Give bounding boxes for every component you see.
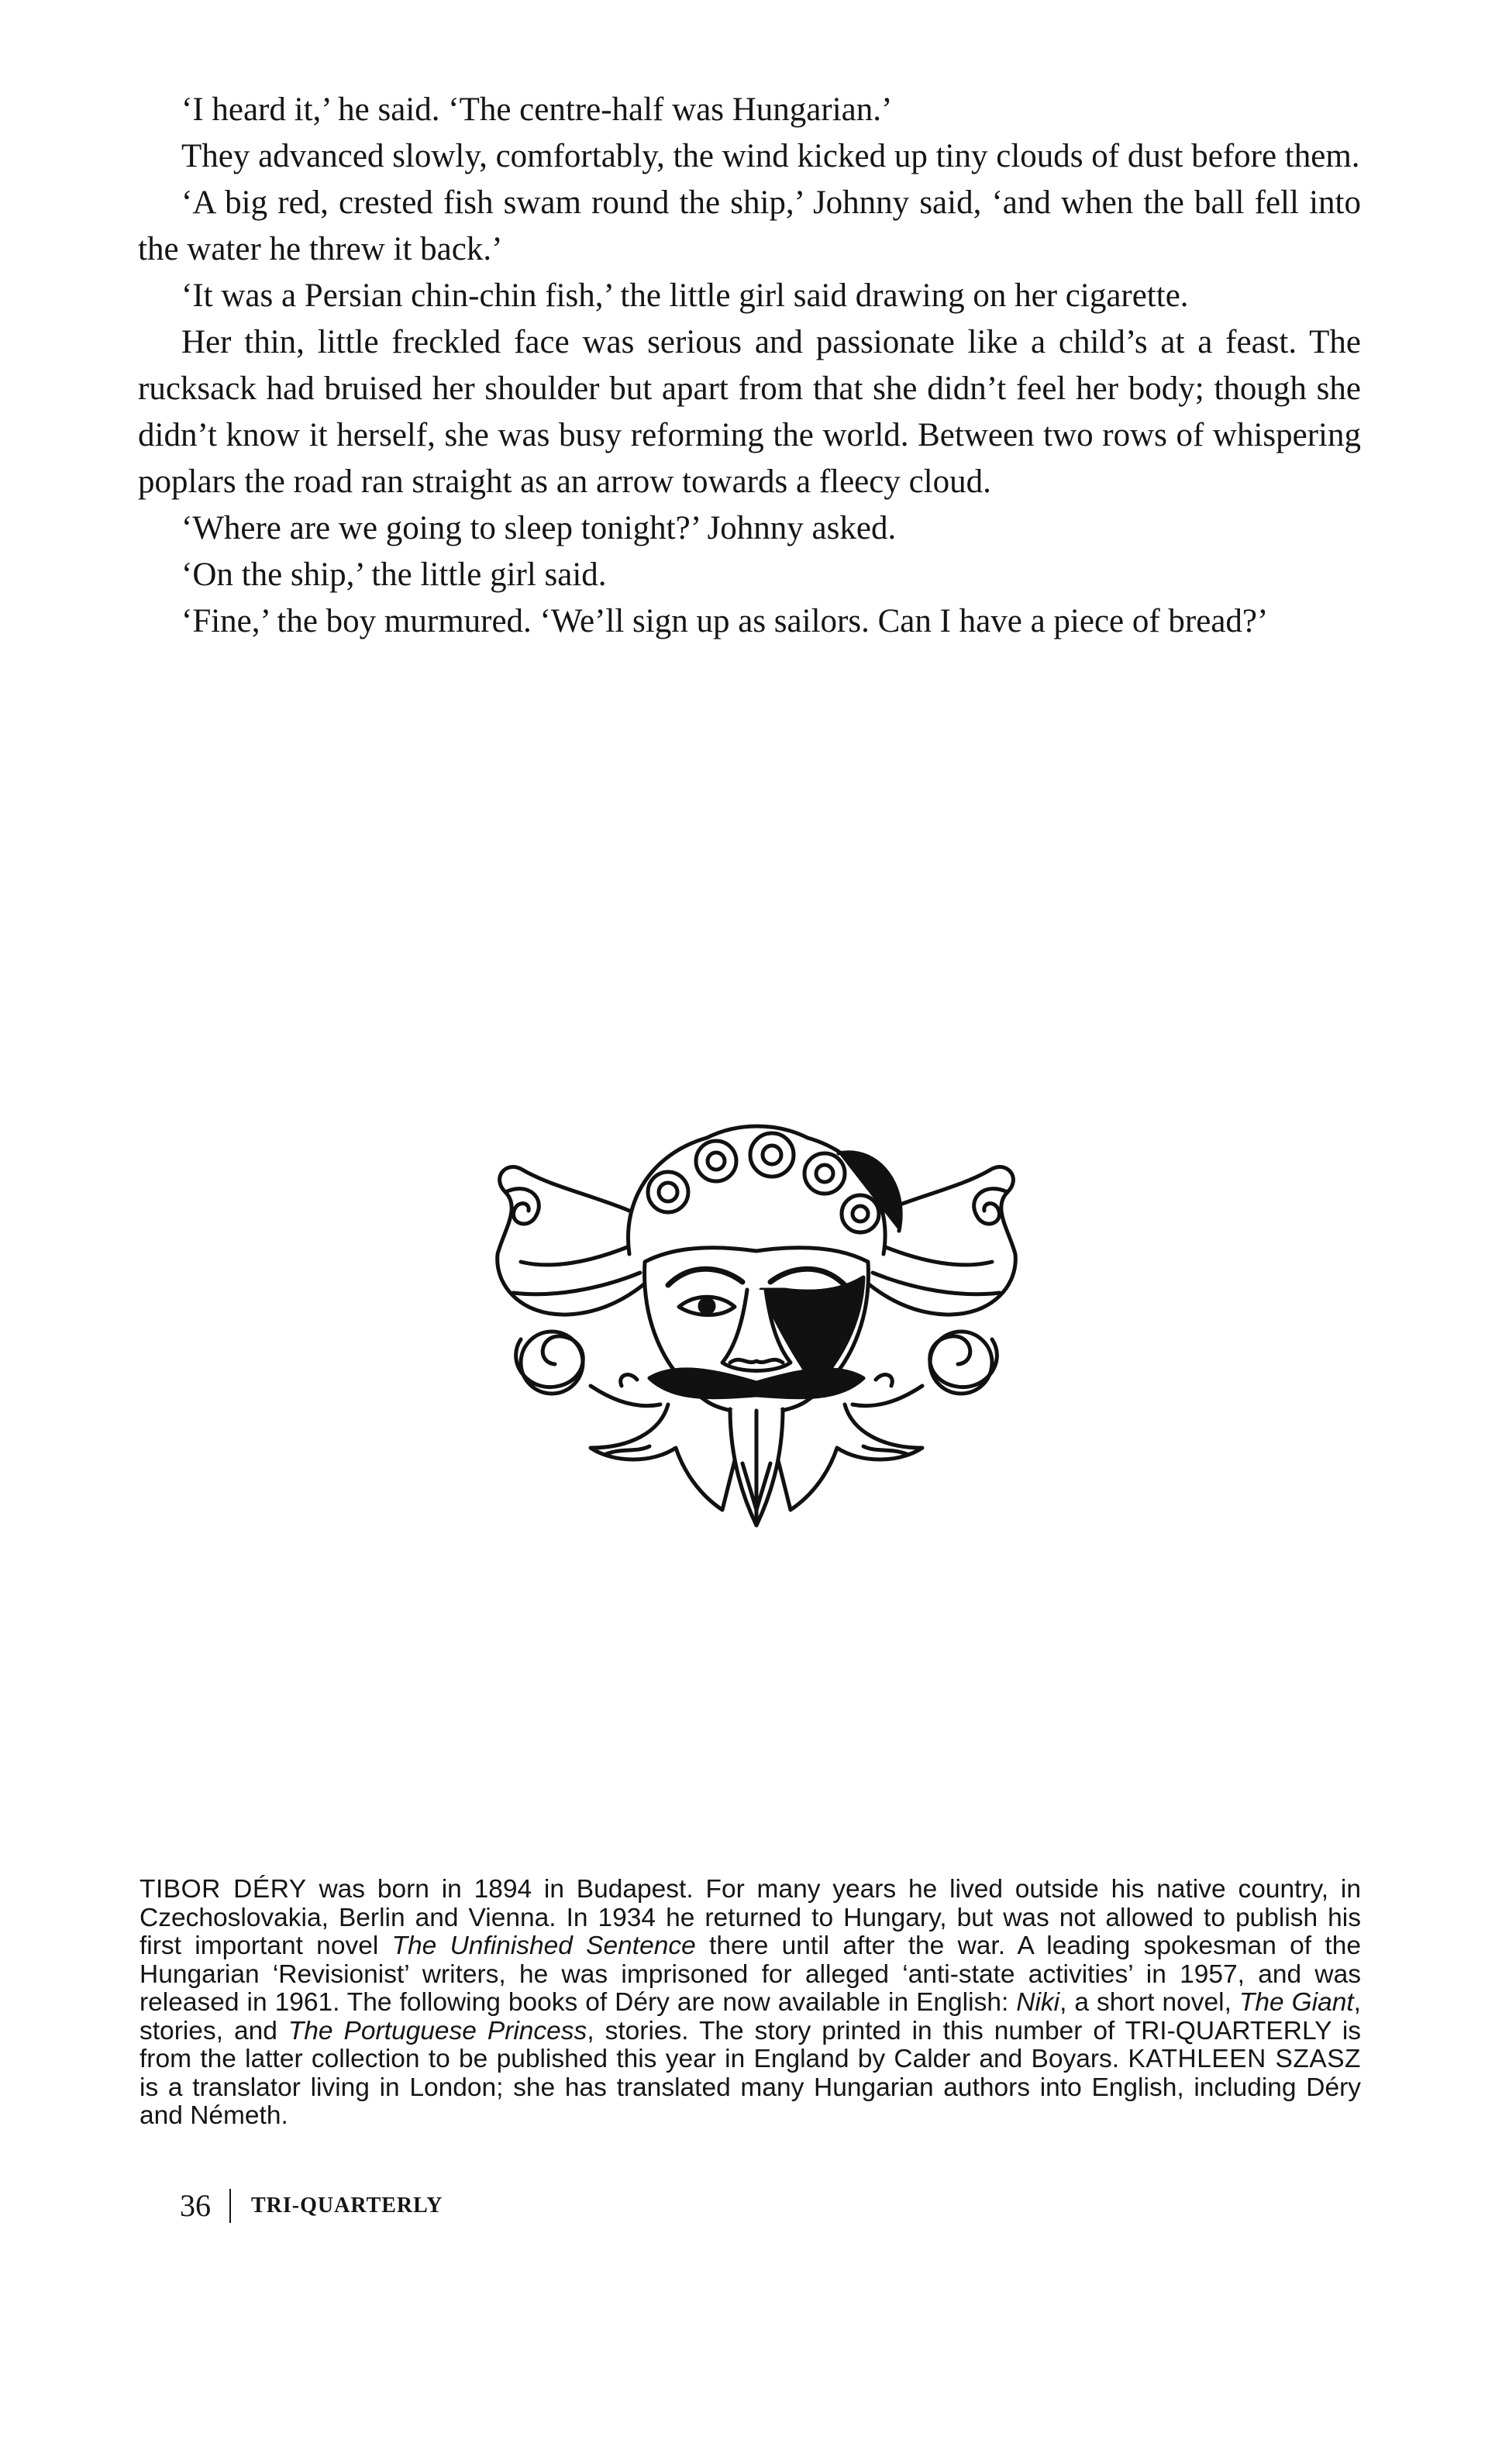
story-text bbox=[138, 87, 1361, 645]
bio-text: is from the latter collection to be published this year in England by Calder and Boyars. bbox=[140, 2016, 1362, 2073]
bio-paragraph bbox=[140, 1876, 1361, 2131]
book-title: The Unfinished Sentence bbox=[391, 1932, 696, 1960]
bio-text: was born in 1894 in Budapest. For many years he lived outside his native country, in Czechoslovakia, Berlin and Vienna. In 1934 he returned to Hungary, but was not allowed to publish his first important novel bbox=[140, 1875, 1362, 1960]
book-title: The Portuguese Princess bbox=[288, 2016, 587, 2045]
book-title: Niki bbox=[1016, 1988, 1060, 2017]
story-paragraph: ‘On the ship,’ the little girl said. bbox=[181, 557, 607, 593]
story-paragraph: They advanced slowly, comfortably, the wind kicked up tiny clouds of dust before them. bbox=[181, 138, 1360, 174]
bio-text: , a short novel, bbox=[1059, 1988, 1239, 2017]
author-name: TIBOR DÉRY bbox=[140, 1875, 307, 1904]
journal-mention: TRI-QUARTERLY bbox=[1125, 2016, 1331, 2045]
bio-text: , stories, and bbox=[140, 1988, 1361, 2045]
page-footer bbox=[180, 2187, 443, 2224]
story-paragraph: ‘Fine,’ the boy murmured. ‘We’ll sign up as sailors. Can I have a piece of bread?’ bbox=[181, 603, 1269, 639]
story-paragraph: ‘Where are we going to sleep tonight?’ Johnny asked. bbox=[181, 510, 897, 546]
book-title: The Giant bbox=[1238, 1988, 1354, 2017]
bio-text: is a translator living in London; she has translated many Hungarian authors into English, including Déry and Németh. bbox=[140, 2073, 1361, 2130]
story-paragraph: Her thin, little freckled face was serious and passionate like a child’s at a feast. The rucksack had bruised her shoulder but apart from that she didn’t feel her body; though she didn’t know it herself, she was busy reforming the world. Between two rows of whispering poplars the road ran straight as an arrow towards a fleecy cloud. bbox=[138, 324, 1361, 500]
bio-text: there until after the war. A leading spokesman of the Hungarian ‘Revisionist’ writers, he was imprisoned for alleged ‘anti-state activities’ in 1957, and was released in 1961. The following books of Déry are now available in English: bbox=[140, 1932, 1361, 2017]
story-paragraph: ‘I heard it,’ he said. ‘The centre-half was Hungarian.’ bbox=[181, 91, 893, 128]
story-paragraph: ‘A big red, crested fish swam round the ship,’ Johnny said, ‘and when the ball fell into the water he threw it back.’ bbox=[138, 184, 1361, 267]
author-bio bbox=[140, 1876, 1361, 2131]
footer-divider bbox=[229, 2189, 231, 2223]
journal-name: TRI-QUARTERLY bbox=[251, 2193, 443, 2218]
page-number: 36 bbox=[180, 2188, 211, 2223]
story-paragraph: ‘It was a Persian chin-chin fish,’ the little girl said drawing on her cigarette. bbox=[181, 277, 1189, 314]
translator-name: KATHLEEN SZASZ bbox=[1128, 2045, 1362, 2073]
green-man-mask-icon bbox=[474, 1107, 1039, 1541]
bio-text: , stories. The story printed in this number of bbox=[587, 2016, 1125, 2045]
